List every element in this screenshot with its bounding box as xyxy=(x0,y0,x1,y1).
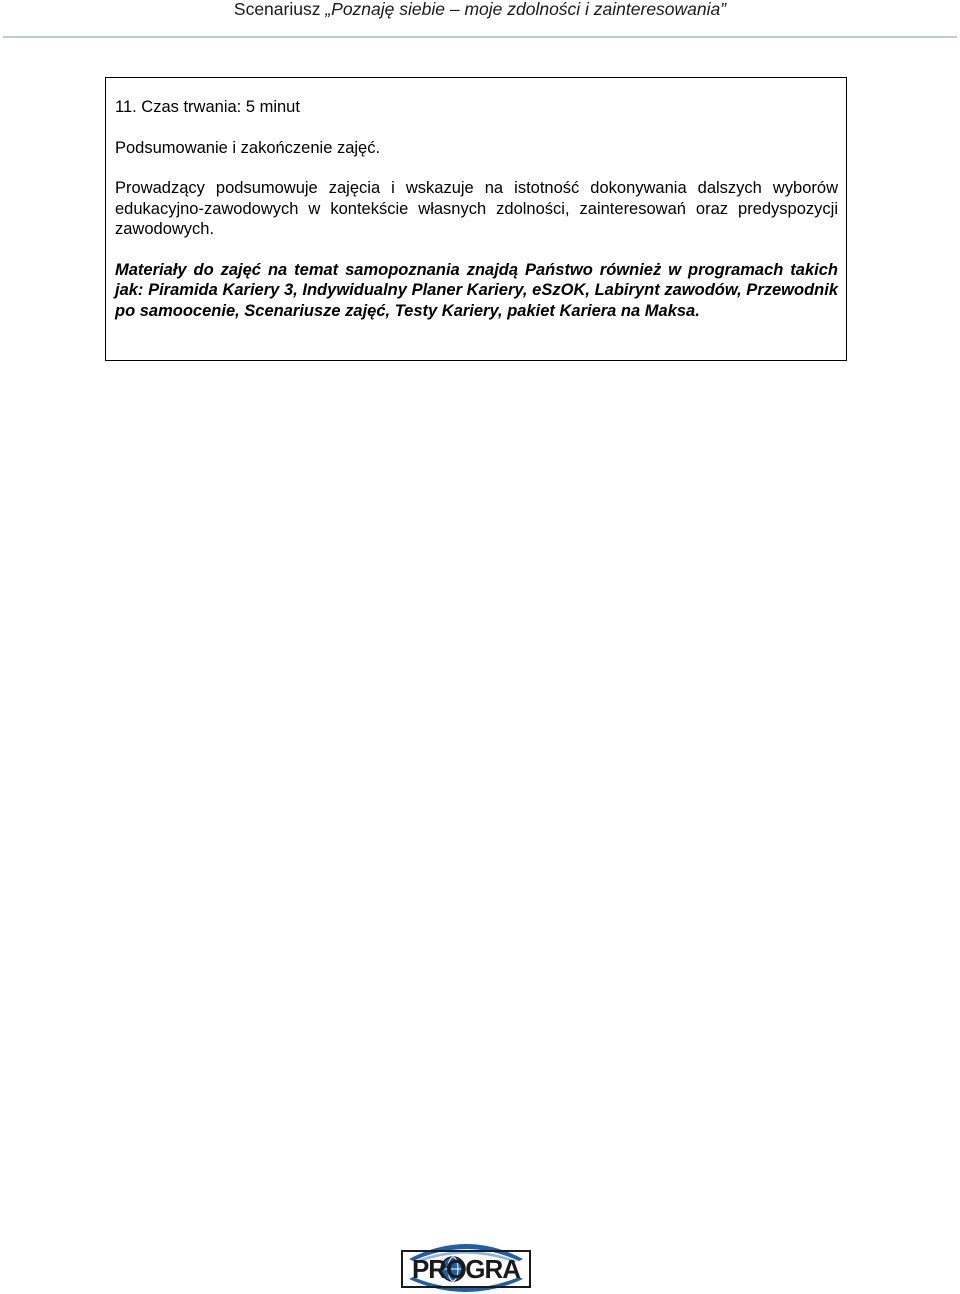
document-title-prefix: Scenariusz xyxy=(233,0,326,19)
section-box xyxy=(105,77,847,361)
summary-title: Podsumowanie i zakończenie zajęć. xyxy=(115,138,381,157)
page-header xyxy=(0,0,960,36)
progra-logo xyxy=(401,1237,531,1293)
header-divider xyxy=(3,36,957,38)
summary-description: Prowadzący podsumowuje zajęcia i wskazuje na istotność dokonywania dalszych wyborów edukacyjno-zawodowych w kontekście własnych zdolności, zainteresowań oraz predyspozycji zawodowych. xyxy=(115,179,838,238)
logo-text: PROGRA xyxy=(411,1254,521,1284)
document-title xyxy=(0,0,960,18)
duration-heading: 11. Czas trwania: 5 minut xyxy=(115,98,300,116)
materials-note: Materiały do zajęć na temat samopoznania znajdą Państwo również w programach takich jak: Piramida Kariery 3, Indywidualny Planer Kariery, eSzOK, Labirynt zawodów, Przewodnik po samoocenie, Scenariusze zajęć, Testy Kariery, pakiet Kariera na Maksa. xyxy=(115,260,838,320)
document-title-italic: „Poznaję siebie – moje zdolności i zainteresowania” xyxy=(325,0,727,19)
